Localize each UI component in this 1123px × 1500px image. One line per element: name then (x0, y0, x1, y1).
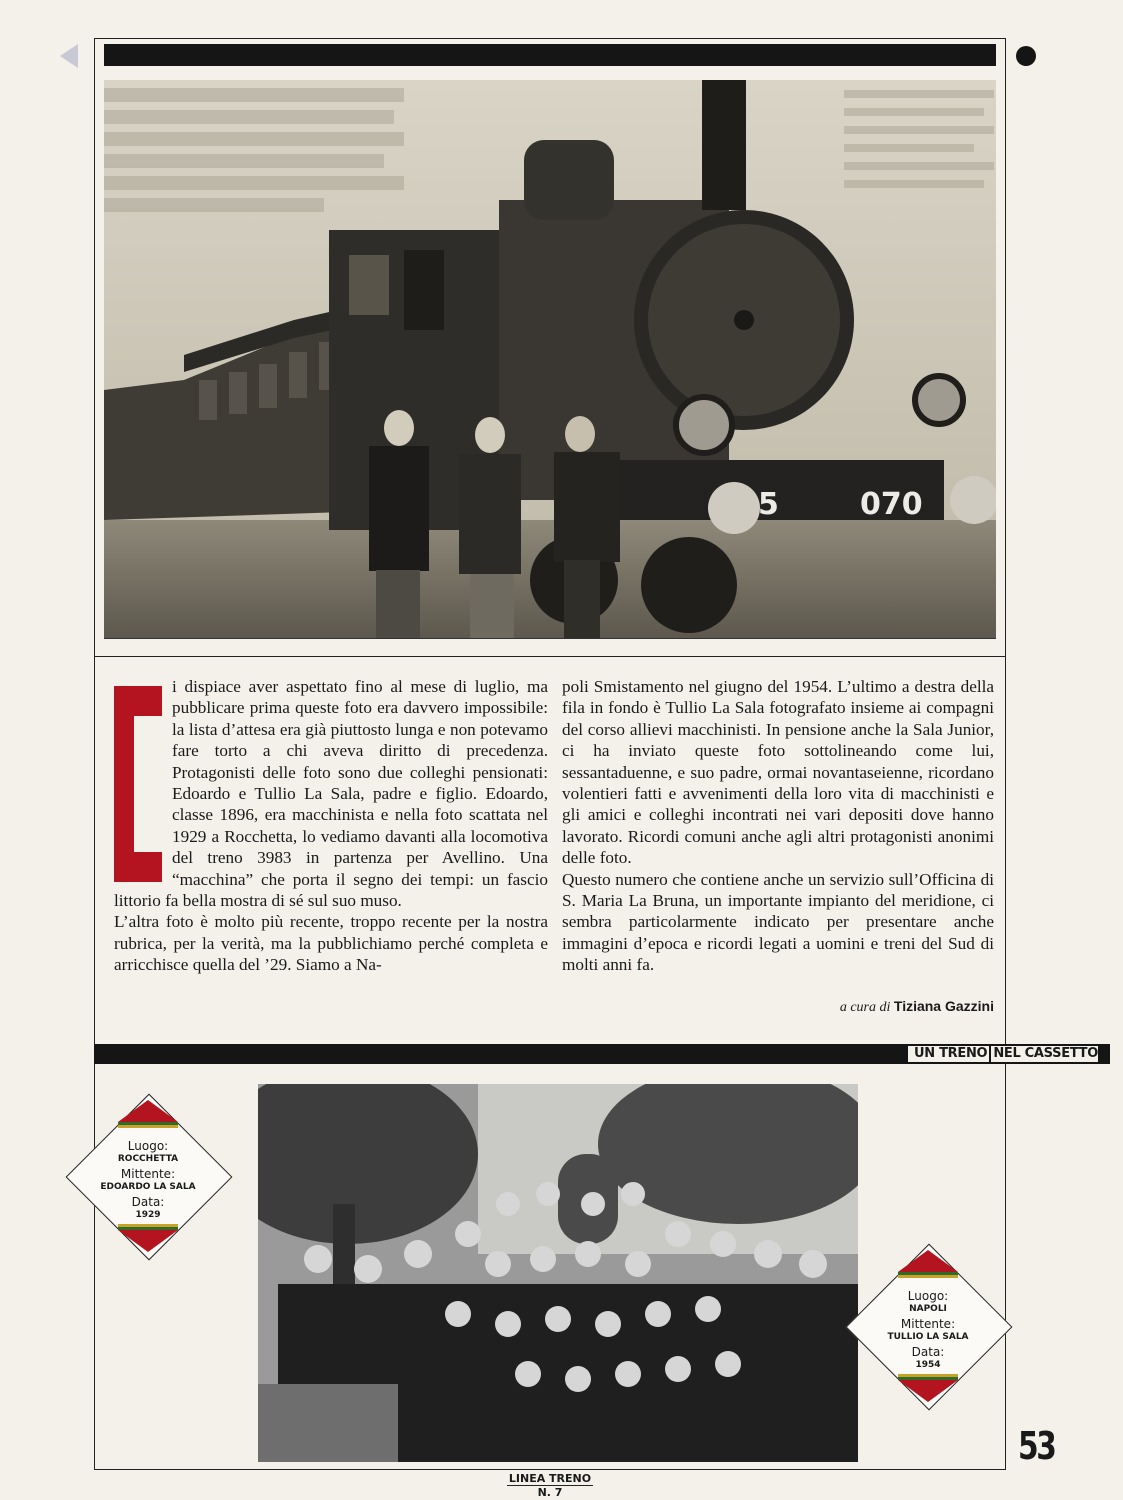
page-turn-arrow-icon (60, 44, 78, 68)
card1-mittente-label: Mittente: (120, 1167, 176, 1181)
card2-luogo-value: NAPOLI (909, 1304, 947, 1314)
card1-data-value: 1929 (135, 1210, 161, 1220)
card1-luogo-label: Luogo: (127, 1139, 169, 1153)
footer-magazine-name: LINEA TRENO (508, 1472, 592, 1485)
card2-mittente-value: TULLIO LA SALA (887, 1332, 969, 1342)
card2-top-triangle-icon (898, 1250, 958, 1278)
article-column-1 (114, 676, 548, 976)
card1-top-triangle-icon (118, 1100, 178, 1128)
credit-author: Tiziana Gazzini (893, 998, 994, 1014)
card2-luogo-label: Luogo: (907, 1289, 949, 1303)
info-card-2 (848, 1246, 1008, 1406)
article-col2-paragraph-2: Questo numero che contiene anche un servizio sull’Officina di S. Maria La Bruna, un importante impianto del meridione, ci sembra particolarmente indicato per presentare anche immagini d’epoca e ricordi legati a uomini e treni del Sud di molti anni fa. (562, 869, 994, 975)
top-black-bar (104, 44, 996, 66)
article-col1-paragraph-1: i dispiace aver aspettato fino al mese di luglio, ma pubblicare prima queste foto era davvero impossibile: la lista d’attesa era già piuttosto lunga e non potevamo fare torto a chi aveva diritto di precedenza. Protagonisti delle foto sono due colleghi pensionati: Edoardo e Tullio La Sala, padre e figlio. Edoardo, classe 1896, era macchinista e nella foto scattata nel 1929 a Rocchetta, lo vediamo davanti alla locomotiva del treno 3983 in partenza per Avellino. Una “macchina” che porta il segno dei tempi: un fascio littorio fa bella mostra di sé sul suo muso. (114, 677, 548, 911)
section-label-part-1: UN TRENO (914, 1046, 988, 1061)
section-label (908, 1046, 1098, 1062)
article-column-2 (562, 676, 994, 976)
footer (470, 1472, 630, 1499)
card1-luogo-value: ROCCHETTA (117, 1154, 179, 1164)
article-credit (562, 998, 994, 1016)
locomotive-number-right: 070 (860, 487, 923, 522)
page-number: 53 (1018, 1424, 1055, 1468)
group-photo (258, 1084, 858, 1462)
article-col1-paragraph-2: L’altra foto è molto più recente, troppo recente per la nostra rubrica, per la verità, ma la pubblichiamo perché completa e arricchisce quella del ’29. Siamo a Na- (114, 912, 548, 975)
locomotive-number-left: 5 (758, 487, 779, 522)
card2-data-value: 1954 (915, 1360, 941, 1370)
info-card-1 (68, 1096, 228, 1256)
card1-mittente-value: EDOARDO LA SALA (100, 1182, 196, 1192)
footer-issue-number: N. 7 (537, 1486, 563, 1499)
section-label-part-2: NEL CASSETTO (993, 1046, 1098, 1061)
article-col2-paragraph-1: poli Smistamento nel giugno del 1954. L’ultimo a destra della fila in fondo è Tullio La Sala fotografato insieme ai compagni del corso allievi macchinisti. In pensione anche la Sala Junior, ci ha inviato queste foto sottolineando come lui, sessantaduenne, e suo padre, ormai novantaseienne, ricordano volentieri fatti e avvenimenti della loro vita di macchinisti e gli amici e colleghi incontrati nei vari depositi dove hanno lavorato. Ricordi comuni anche agli altri protagonisti anonimi delle foto. (562, 677, 994, 868)
dropcap (114, 686, 162, 882)
card1-data-label: Data: (131, 1195, 165, 1209)
locomotive-photo (104, 80, 996, 639)
credit-prefix: a cura di (839, 1000, 891, 1015)
photo-divider (94, 656, 1006, 657)
section-bar (94, 1044, 1110, 1064)
card2-bottom-triangle-icon (898, 1374, 958, 1402)
card2-data-label: Data: (911, 1345, 945, 1359)
card2-mittente-label: Mittente: (900, 1317, 956, 1331)
bullet-dot-icon (1016, 46, 1036, 66)
card1-bottom-triangle-icon (118, 1224, 178, 1252)
